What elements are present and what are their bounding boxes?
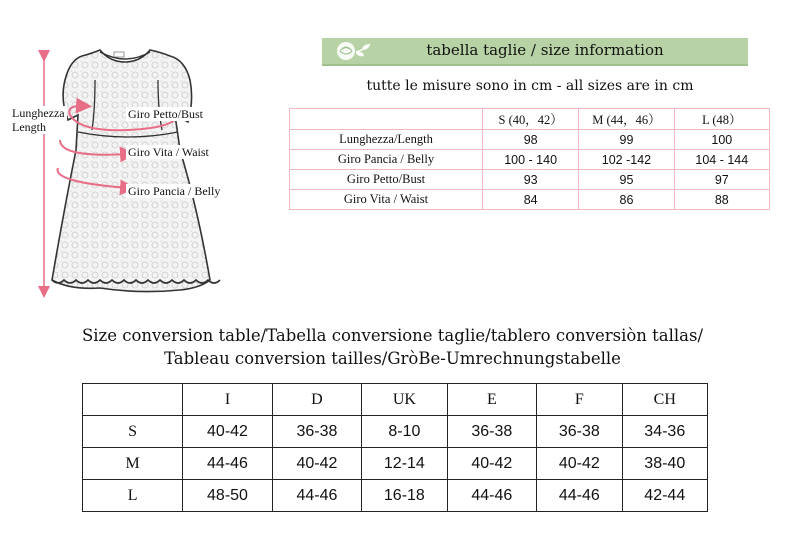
conversion-cell: 40-42 (537, 448, 622, 480)
waist-label: Giro Vita / Waist (128, 145, 209, 159)
size-table-cell: 104 - 144 (674, 150, 769, 170)
conversion-cell: 36-38 (272, 416, 361, 448)
size-table-header-cell (290, 109, 483, 130)
conversion-row (83, 416, 708, 448)
conversion-cell: 8-10 (362, 416, 447, 448)
conversion-header-row (83, 384, 708, 416)
conversion-cell: 40-42 (183, 416, 272, 448)
size-table-cell: 84 (482, 190, 578, 210)
conversion-cell: 36-38 (447, 416, 536, 448)
conversion-size-label: L (83, 480, 183, 512)
size-table-row-label: Lunghezza/Length (290, 130, 483, 150)
size-table-row-label: Giro Vita / Waist (290, 190, 483, 210)
size-table-header-row (290, 109, 770, 130)
conversion-cell: 44-46 (272, 480, 361, 512)
size-table (289, 108, 770, 210)
dress-drawing (0, 40, 300, 310)
conversion-header-cell: E (447, 384, 536, 416)
conversion-cell: 36-38 (537, 416, 622, 448)
conversion-cell: 44-46 (183, 448, 272, 480)
units-note: tutte le misure sono in cm - all sizes are in cm (366, 78, 694, 94)
size-table-header-cell: S (40，42） (482, 109, 578, 130)
size-table-row (290, 170, 770, 190)
conversion-header-cell: D (272, 384, 361, 416)
length-label: Lunghezza Length (12, 106, 65, 134)
size-table-header-cell: L (48） (674, 109, 769, 130)
size-table-cell: 100 (674, 130, 769, 150)
conversion-table (82, 383, 708, 512)
conversion-size-label: S (83, 416, 183, 448)
conversion-cell: 40-42 (447, 448, 536, 480)
size-table-row (290, 130, 770, 150)
conversion-header-cell: F (537, 384, 622, 416)
size-table-row-label: Giro Pancia / Belly (290, 150, 483, 170)
size-table-cell: 100 - 140 (482, 150, 578, 170)
conversion-row (83, 448, 708, 480)
conversion-cell: 48-50 (183, 480, 272, 512)
conversion-cell: 38-40 (622, 448, 707, 480)
conversion-cell: 34-36 (622, 416, 707, 448)
size-table-cell: 93 (482, 170, 578, 190)
size-table-row (290, 150, 770, 170)
size-table-cell: 88 (674, 190, 769, 210)
conversion-row (83, 480, 708, 512)
size-table-row (290, 190, 770, 210)
size-table-header-cell: M (44，46） (579, 109, 674, 130)
conversion-title-line1: Size conversion table/Tabella conversione taglie/tablero conversiòn tallas/ (81, 326, 704, 345)
banner-title: tabella taglie / size information (426, 41, 664, 59)
conversion-header-cell: I (183, 384, 272, 416)
conversion-cell: 42-44 (622, 480, 707, 512)
size-table-cell: 102 -142 (579, 150, 674, 170)
conversion-header-cell: UK (362, 384, 447, 416)
dress-illustration (0, 40, 300, 310)
size-table-cell: 95 (579, 170, 674, 190)
conversion-header-cell: CH (622, 384, 707, 416)
conversion-size-label: M (83, 448, 183, 480)
size-table-cell: 86 (579, 190, 674, 210)
conversion-title-line2: Tableau conversion tailles/GròBe-Umrechnungstabelle (164, 349, 621, 368)
bust-label: Giro Petto/Bust (128, 107, 204, 121)
banner-underline (322, 64, 748, 66)
belly-label: Giro Pancia / Belly (128, 184, 221, 198)
conversion-title (0, 324, 785, 370)
conversion-cell: 12-14 (362, 448, 447, 480)
size-table-cell: 97 (674, 170, 769, 190)
size-table-cell: 99 (579, 130, 674, 150)
conversion-cell: 44-46 (447, 480, 536, 512)
conversion-header-cell (83, 384, 183, 416)
size-table-cell: 98 (482, 130, 578, 150)
conversion-cell: 44-46 (537, 480, 622, 512)
size-table-row-label: Giro Petto/Bust (290, 170, 483, 190)
conversion-cell: 16-18 (362, 480, 447, 512)
conversion-cell: 40-42 (272, 448, 361, 480)
